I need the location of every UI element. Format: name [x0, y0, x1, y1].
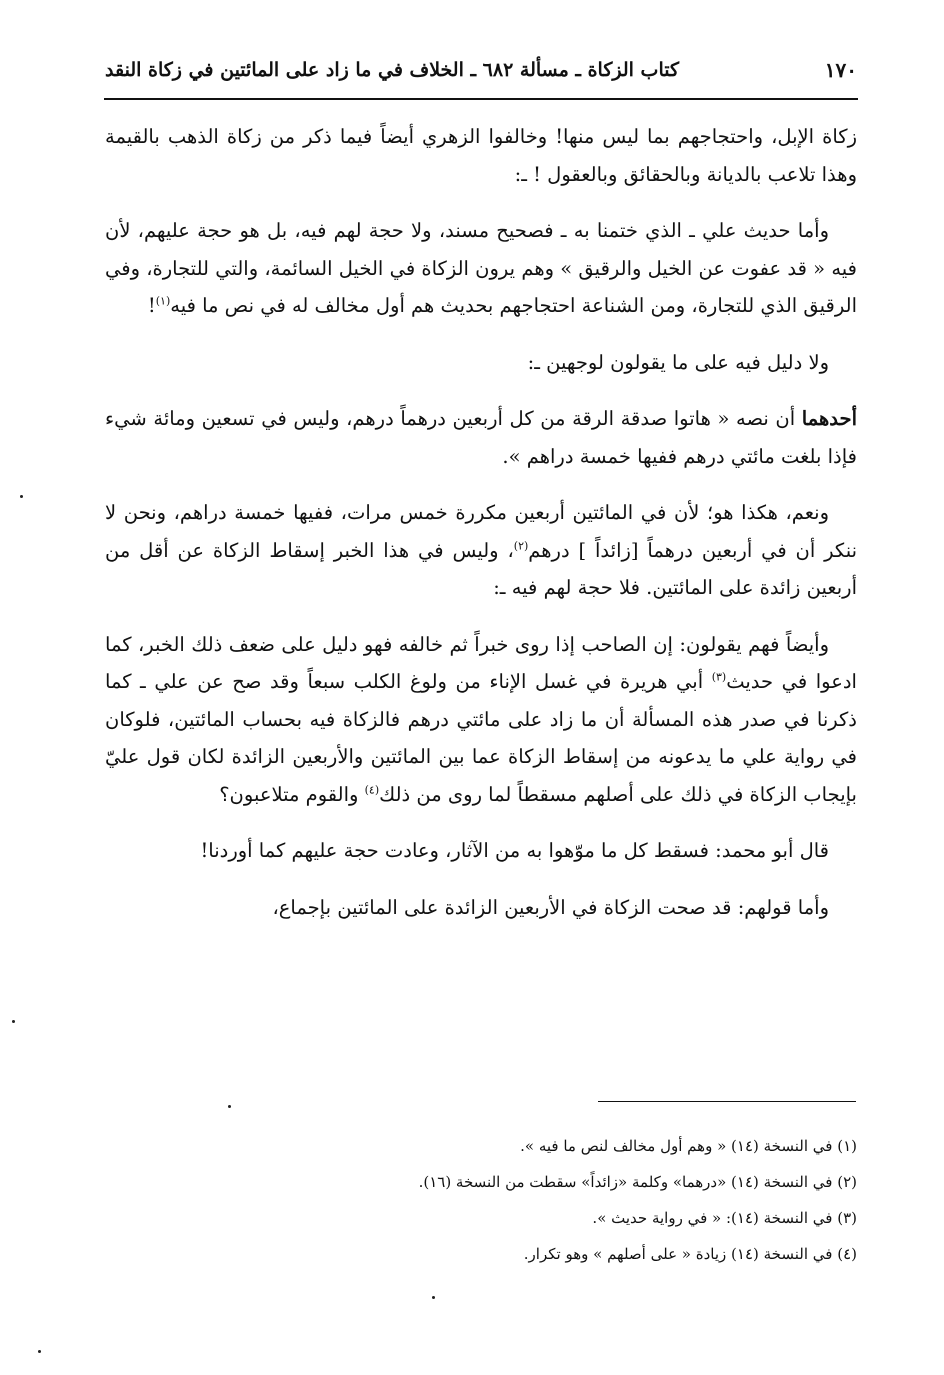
main-text: [105, 118, 857, 945]
footnote-ref-3[interactable]: (٣): [711, 670, 727, 684]
paragraph-4: أحدهما أن نصه « هاتوا صدقة الرقة من كل أربعين درهماً درهم، وليس في تسعين ومائة شيء فإذا بلغت مائتي درهم ففيها خمسة دراهم ».: [105, 407, 857, 468]
footnote-2: (٢) في النسخة (١٤) «درهما» وكلمة «زائداً» سقطت من النسخة (١٦).: [418, 1173, 857, 1191]
running-header: [105, 50, 857, 90]
footnote-4: (٤) في النسخة (١٤) زيادة « على أصلهم » وهو تكرار.: [523, 1245, 857, 1263]
scan-speck: [20, 495, 23, 498]
scan-speck: [228, 1105, 231, 1108]
footnote-divider: [598, 1101, 856, 1102]
running-title: كتاب الزكاة ـ مسألة ٦٨٢ ـ الخلاف في ما زاد على المائتين في زكاة النقد: [105, 59, 680, 81]
paragraph-6: وأيضاً فهم يقولون: إن الصاحب إذا روى خبراً ثم خالفه فهو دليل على ضعف ذلك الخبر، كما ادعوا في حديث$^{(٣)}$ أبي هريرة في غسل الإناء من ولوغ الكلب سبعاً وقد صح عن علي ـ كما ذكرنا في صدر هذه المسألة أن ما زاد على مائتي درهم فالزكاة فيه بحساب المائتين، فلوكان في رواية علي ما يدعونه من إسقاط الزكاة عما بين المائتين والأربعين الزائدة لكان قول عليّ بإيجاب الزكاة في ذلك على أصلهم مسقطاً لما روى من ذلك$^{(٤)}$ والقوم متلاعبون؟: [105, 632, 857, 806]
paragraph-5: ونعم، هكذا هو؛ لأن في المائتين أربعين مكررة خمس مرات، ففيها خمسة دراهم، ونحن لا ننكر أن في أربعين درهماً [زائداً ] درهم$^{(٢)}$، وليس في هذا الخبر إسقاط الزكاة عن أقل من أربعين زائدة على المائتين. فلا حجة لهم فيه ـ:: [105, 501, 858, 599]
footnote-1: (١) في النسخة (١٤) « وهم أول مخالف لنص ما فيه ».: [520, 1137, 857, 1155]
paragraph-1: زكاة الإبل، واحتجاجهم بما ليس منها! وخالفوا الزهري أيضاً فيما ذكر من زكاة الذهب بالقيمة وهذا تلاعب بالديانة وبالحقائق وبالعقول ! ـ:: [105, 125, 857, 186]
paragraph-3: ولا دليل فيه على ما يقولون لوجهين ـ:: [527, 350, 829, 374]
paragraph-8: وأما قولهم: قد صحت الزكاة في الأربعين الزائدة على المائتين بإجماع،: [272, 895, 829, 919]
scan-speck: [38, 1350, 41, 1353]
footnotes: [105, 1128, 857, 1272]
header-divider: [104, 98, 858, 100]
scan-speck: [12, 1020, 15, 1023]
footnote-ref-1[interactable]: (١): [155, 294, 171, 308]
paragraph-2: وأما حديث علي ـ الذي ختمنا به ـ فصحيح مسند، ولا حجة لهم فيه، بل هو حجة عليهم، لأن فيه « قد عفوت عن الخيل والرقيق » وهم يرون الزكاة في الخيل السائمة، والتي للتجارة، وفي الرقيق الذي للتجارة، ومن الشناعة احتجاجهم بحديث هم أول مخالف له في نص ما فيه$^{(١)}$!: [105, 219, 857, 317]
keyword-ahaduhuma: أحدهما: [801, 407, 857, 430]
footnote-ref-2[interactable]: (٢): [513, 539, 529, 552]
page-number: ١٧٠: [824, 58, 857, 82]
footnote-3: (٣) في النسخة (١٤): « في رواية حديث ».: [592, 1209, 857, 1227]
paragraph-7: قال أبو محمد: فسقط كل ما موّهوا به من الآثار، وعادت حجة عليهم كما أوردنا!: [200, 839, 829, 862]
footnote-ref-4[interactable]: (٤): [364, 783, 380, 796]
scan-speck: [432, 1296, 435, 1299]
